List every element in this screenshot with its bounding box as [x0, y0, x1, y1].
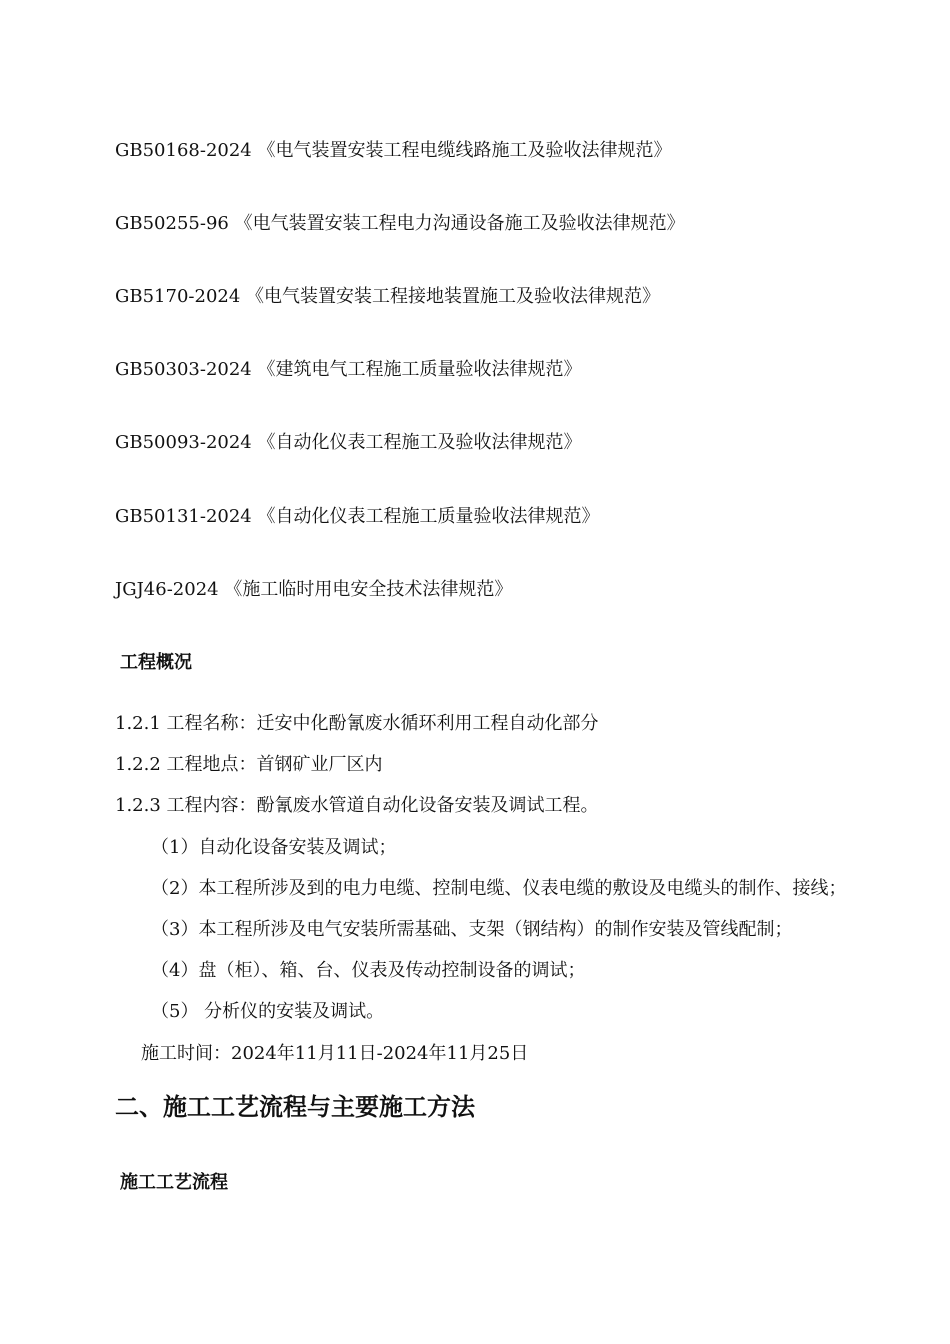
standard-item: GB5170-2024 《电气装置安装工程接地装置施工及验收法律规范》: [115, 286, 661, 307]
overview-item: 1.2.3 工程内容：酚氰废水管道自动化设备安装及调试工程。: [115, 795, 599, 816]
standard-item: GB50093-2024 《自动化仪表工程施工及验收法律规范》: [115, 432, 582, 453]
content-sub-item: （5） 分析仪的安装及调试。: [151, 1001, 385, 1022]
standard-item: GB50303-2024 《建筑电气工程施工质量验收法律规范》: [115, 359, 582, 380]
overview-item: 1.2.2 工程地点：首钢矿业厂区内: [115, 754, 383, 775]
standard-item: JGJ46-2024 《施工临时用电安全技术法律规范》: [115, 579, 513, 600]
content-sub-item: （4）盘（柜）、箱、台、仪表及传动控制设备的调试；: [151, 960, 586, 981]
section-heading: 二、施工工艺流程与主要施工方法: [115, 1092, 475, 1121]
content-sub-item: （1）自动化设备安装及调试；: [151, 837, 397, 858]
standard-item: GB50168-2024 《电气装置安装工程电缆线路施工及验收法律规范》: [115, 140, 672, 161]
content-sub-item: （2）本工程所涉及到的电力电缆、控制电缆、仪表电缆的敷设及电缆头的制作、接线；: [151, 878, 847, 899]
construction-schedule: 施工时间：2024年11月11日-2024年11月25日: [141, 1043, 529, 1064]
standard-item: GB50131-2024 《自动化仪表工程施工质量验收法律规范》: [115, 506, 600, 527]
overview-heading: 工程概况: [120, 652, 192, 673]
standard-item: GB50255-96 《电气装置安装工程电力沟通设备施工及验收法律规范》: [115, 213, 685, 234]
process-subheading: 施工工艺流程: [120, 1172, 228, 1193]
content-sub-item: （3）本工程所涉及电气安装所需基础、支架（钢结构）的制作安装及管线配制；: [151, 919, 793, 940]
overview-item: 1.2.1 工程名称：迁安中化酚氰废水循环利用工程自动化部分: [115, 713, 599, 734]
